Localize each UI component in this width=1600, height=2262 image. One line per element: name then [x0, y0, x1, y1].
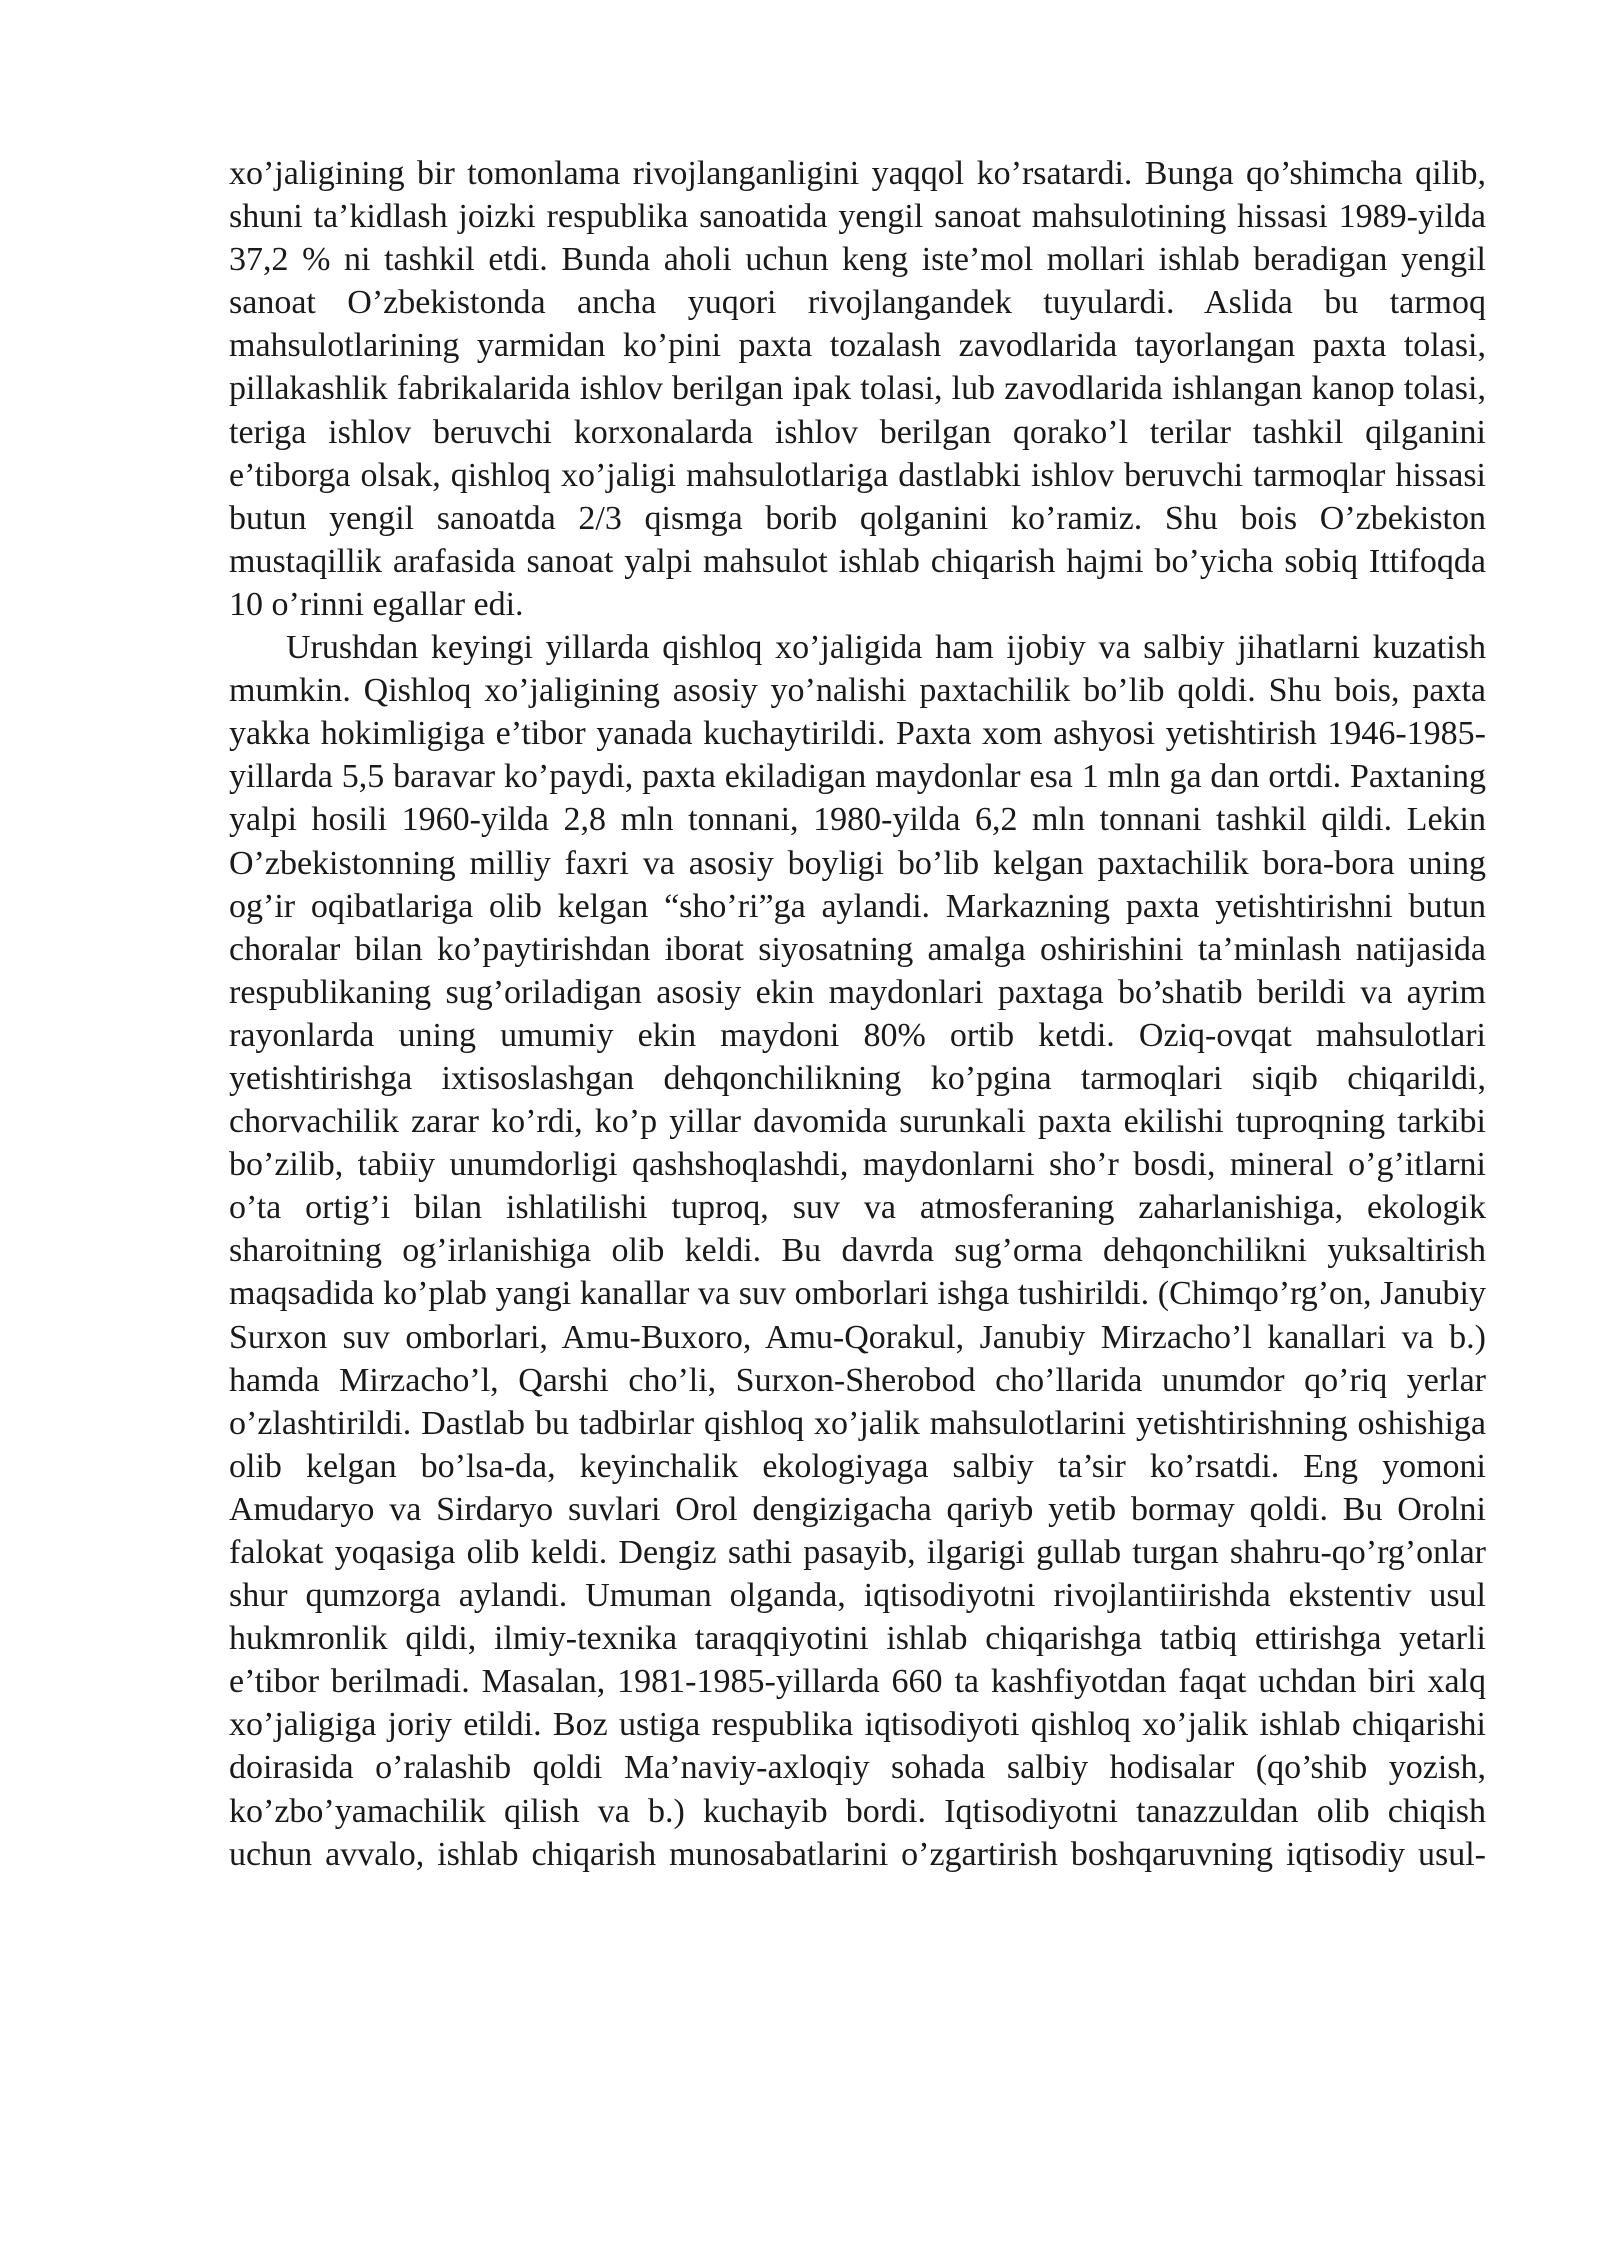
- paragraph-agriculture: Urushdan keyingi yillarda qishloq xo’jaligida ham ijobiy va salbiy jihatlarni kuzatish mumkin. Qishloq xo’jaligining asosiy yo’nalishi paxtachilik bo’lib qoldi. Shu bois, paxta yakka hokimligiga e’tibor yanada kuchaytirildi. Paxta xom ashyosi yetishtirish 1946-1985- yillarda 5,5 baravar ko’paydi, paxta ekiladigan maydonlar esa 1 mln ga dan ortdi. Paxtaning yalpi hosili 1960-yilda 2,8 mln tonnani, 1980-yilda 6,2 mln tonnani tashkil qildi. Lekin O’zbekistonning milliy faxri va asosiy boyligi bo’lib kelgan paxtachilik bora-bora uning og’ir oqibatlariga olib kelgan “sho’ri”ga aylandi. Markazning paxta yetishtirishni butun choralar bilan ko’paytirishdan iborat siyosatning amalga oshirishini ta’minlash natijasida respublikaning sug’oriladigan asosiy ekin maydonlari paxtaga bo’shatib berildi va ayrim rayonlarda uning umumiy ekin maydoni 80% ortib ketdi. Oziq-ovqat mahsulotlari yetishtirishga ixtisoslashgan dehqonchilikning ko’pgina tarmoqlari siqib chiqarildi, chorvachilik zarar ko’rdi, ko’p yillar davomida surunkali paxta ekilishi tuproqning tarkibi bo’zilib, tabiiy unumdorligi qashshoqlashdi, maydonlarni sho’r bosdi, mineral o’g’itlarni o’ta ortig’i bilan ishlatilishi tuproq, suv va atmosferaning zaharlanishiga, ekologik sharoitning og’irlanishiga olib keldi. Bu davrda sug’orma dehqonchilikni yuksaltirish maqsadida ko’plab yangi kanallar va suv omborlari ishga tushirildi. (Chimqo’rg’on, Janubiy Surxon suv omborlari, Amu-Buxoro, Amu-Qorakul, Janubiy Mirzacho’l kanallari va b.) hamda Mirzacho’l, Qarshi cho’li, Surxon-Sherobod cho’llarida unumdor qo’riq yerlar o’zlashtirildi. Dastlab bu tadbirlar qishloq xo’jalik mahsulotlarini yetishtirishning oshishiga olib kelgan bo’lsa-da, keyinchalik ekologiyaga salbiy ta’sir ko’rsatdi. Eng yomoni Amudaryo va Sirdaryo suvlari Orol dengizigacha qariyb yetib bormay qoldi. Bu Orolni falokat yoqasiga olib keldi. Dengiz sathi pasayib, ilgarigi gullab turgan shahru-qo’rg’onlar shur qumzorga aylandi. Umuman olganda, iqtisodiyotni rivojlantiirishda ekstentiv usul hukmronlik qildi, ilmiy-texnika taraqqiyotini ishlab chiqarishga tatbiq ettirishga yetarli e’tibor berilmadi. Masalan, 1981-1985-yillarda 660 ta kashfiyotdan faqat uchdan biri xalq xo’jaligiga joriy etildi. Boz ustiga respublika iqtisodiyoti qishloq xo’jalik ishlab chiqarishi doirasida o’ralashib qoldi Ma’naviy-axloqiy sohada salbiy hodisalar (qo’shib yozish, ko’zbo’yamachilik qilish va b.) kuchayib bordi. Iqtisodiyotni tanazzuldan olib chiqish uchun avvalo, ishlab chiqarish munosabatlarini o’zgartirish boshqaruvning iqtisodiy usul-: [229, 629, 1486, 1873]
- document-body: [229, 152, 1486, 1876]
- paragraph-industry: xo’jaligining bir tomonlama rivojlanganligini yaqqol ko’rsatardi. Bunga qo’shimcha qilib, shuni ta’kidlash joizki respublika sanoatida yengil sanoat mahsulotining hissasi 1989-yilda 37,2 % ni tashkil etdi. Bunda aholi uchun keng iste’mol mollari ishlab beradigan yengil sanoat O’zbekistonda ancha yuqori rivojlangandek tuyulardi. Aslida bu tarmoq mahsulotlarining yarmidan ko’pini paxta tozalash zavodlarida tayorlangan paxta tolasi, pillakashlik fabrikalarida ishlov berilgan ipak tolasi, lub zavodlarida ishlangan kanop tolasi, teriga ishlov beruvchi korxonalarda ishlov berilgan qorako’l terilar tashkil qilganini e’tiborga olsak, qishloq xo’jaligi mahsulotlariga dastlabki ishlov beruvchi tarmoqlar hissasi butun yengil sanoatda 2/3 qismga borib qolganini ko’ramiz. Shu bois O’zbekiston mustaqillik arafasida sanoat yalpi mahsulot ishlab chiqarish hajmi bo’yicha sobiq Ittifoqda 10 o’rinni egallar edi.: [229, 155, 1486, 623]
